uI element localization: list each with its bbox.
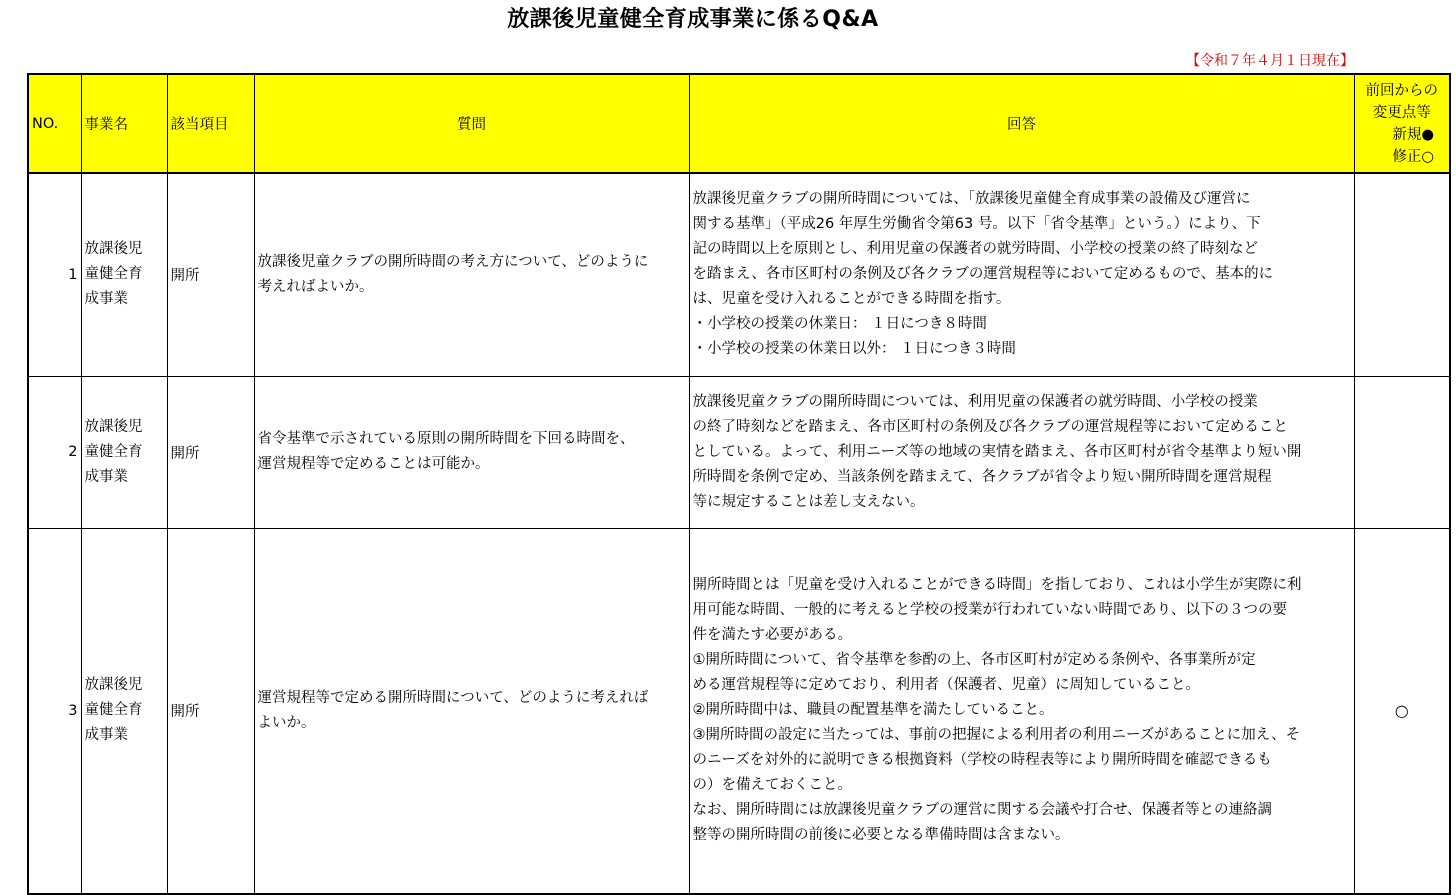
header-row	[28, 74, 1450, 173]
item-cell: 開所	[167, 173, 254, 376]
table-row	[28, 528, 1450, 894]
header-item: 該当項目	[167, 74, 254, 173]
answer-line: の）を備えておくこと。	[692, 777, 852, 794]
header-change-line: 前回からの	[1365, 82, 1438, 99]
row-number: 3	[28, 528, 81, 894]
row-number: 2	[28, 376, 81, 528]
header-change-line: 新規●	[1392, 126, 1434, 143]
change-flag-cell	[1354, 376, 1450, 528]
business-name-line: 童健全育	[84, 443, 143, 460]
change-flag-cell: ○	[1354, 528, 1450, 894]
answer-line: のニーズを対外的に説明できる根拠資料（学校の時程表等により開所時間を確認できるも	[692, 752, 1272, 769]
answer-line: としている。よって、利用ニーズ等の地域の実情を踏まえ、各市区町村が省令基準より短い開	[692, 443, 1302, 460]
answer-line: ②開所時間中は、職員の配置基準を満たしていること。	[692, 702, 1054, 719]
answer-line: ③開所時間の設定に当たっては、事前の把握による利用者の利用ニーズがあることに加え、そ	[692, 727, 1301, 744]
header-change	[1354, 74, 1450, 173]
answer-line: 放課後児童クラブの開所時間については、「放課後児童健全育成事業の設備及び運営に	[692, 191, 1251, 208]
question-line: 運営規程等で定める開所時間について、どのように考えれば	[257, 689, 649, 706]
business-name-cell	[81, 173, 167, 376]
row-number: 1	[28, 173, 81, 376]
page-title: 放課後児童健全育成事業に係るQ&A	[507, 7, 879, 32]
header-answer: 回答	[689, 74, 1354, 173]
business-name-line: 放課後児	[84, 418, 143, 435]
business-name-line: 成事業	[84, 727, 128, 744]
business-name-line: 童健全育	[84, 702, 143, 719]
table-row	[28, 376, 1450, 528]
answer-line: 件を満たす必要がある。	[692, 627, 852, 644]
question-line: 運営規程等で定めることは可能か。	[257, 456, 490, 472]
answer-line: 記の時間以上を原則とし、利用児童の保護者の就労時間、小学校の授業の終了時刻など	[692, 241, 1258, 258]
answer-line: 開所時間とは「児童を受け入れることができる時間」を指しており、これは小学生が実際に利	[692, 577, 1302, 594]
table-row	[28, 173, 1450, 376]
header-no: NO.	[28, 74, 81, 173]
header-change-line: 修正○	[1392, 148, 1434, 165]
business-name-cell	[81, 376, 167, 528]
answer-line: なお、開所時間には放課後児童クラブの運営に関する会議や打合せ、保護者等との連絡調	[692, 802, 1273, 819]
answer-line: の終了時刻などを踏まえ、各市区町村の条例及び各クラブの運営規程等において定めること	[692, 418, 1288, 435]
business-name-line: 童健全育	[84, 266, 143, 283]
question-cell	[254, 376, 689, 528]
business-name-cell	[81, 528, 167, 894]
answer-line: ・小学校の授業の休業日： １日につき８時間	[692, 316, 987, 333]
question-line: 考えればよいか。	[257, 278, 374, 295]
question-line: 放課後児童クラブの開所時間の考え方について、どのように	[257, 253, 649, 270]
answer-line: 放課後児童クラブの開所時間については、利用児童の保護者の就労時間、小学校の授業	[692, 393, 1258, 410]
question-line: よいか。	[257, 714, 316, 731]
answer-line: 所時間を条例で定め、当該条例を踏まえて、各クラブが省令より短い開所時間を運営規程	[692, 468, 1272, 485]
business-name-line: 放課後児	[84, 677, 143, 694]
question-cell	[254, 528, 689, 894]
answer-line: は、児童を受け入れることができる時間を指す。	[692, 291, 1011, 308]
business-name-line: 放課後児	[84, 241, 143, 258]
answer-line: 関する基準」（平成26 年厚生労働省令第63 号。以下「省令基準」という。）により、下	[692, 216, 1261, 233]
business-name-line: 成事業	[84, 291, 128, 308]
item-cell: 開所	[167, 376, 254, 528]
answer-cell	[689, 376, 1354, 528]
answer-line: 等に規定することは差し支えない。	[692, 493, 925, 510]
question-line: 省令基準で示されている原則の開所時間を下回る時間を、	[257, 431, 635, 447]
answer-line: を踏まえ、各市区町村の条例及び各クラブの運営規程等において定めるもので、基本的に	[692, 266, 1274, 283]
header-question: 質問	[254, 74, 689, 173]
item-cell: 開所	[167, 528, 254, 894]
answer-line: 用可能な時間、一般的に考えると学校の授業が行われていない時間であり、以下の３つの要	[692, 602, 1287, 619]
answer-cell	[689, 173, 1354, 376]
answer-line: ①開所時間について、省令基準を参酌の上、各市区町村が定める条例や、各事業所が定	[692, 652, 1256, 669]
question-cell	[254, 173, 689, 376]
as-of-date: 【令和７年４月１日現在】	[1186, 53, 1354, 69]
header-business-name: 事業名	[81, 74, 167, 173]
business-name-line: 成事業	[84, 468, 128, 485]
change-flag-cell	[1354, 173, 1450, 376]
answer-line: ・小学校の授業の休業日以外： １日につき３時間	[692, 341, 1016, 358]
answer-line: める運営規程等に定めており、利用者（保護者、児童）に周知していること。	[692, 677, 1200, 694]
header-change-line: 変更点等	[1372, 104, 1431, 121]
qa-table	[27, 73, 1451, 895]
answer-cell	[689, 528, 1354, 894]
answer-line: 整等の開所時間の前後に必要となる準備時間は含まない。	[692, 827, 1070, 844]
